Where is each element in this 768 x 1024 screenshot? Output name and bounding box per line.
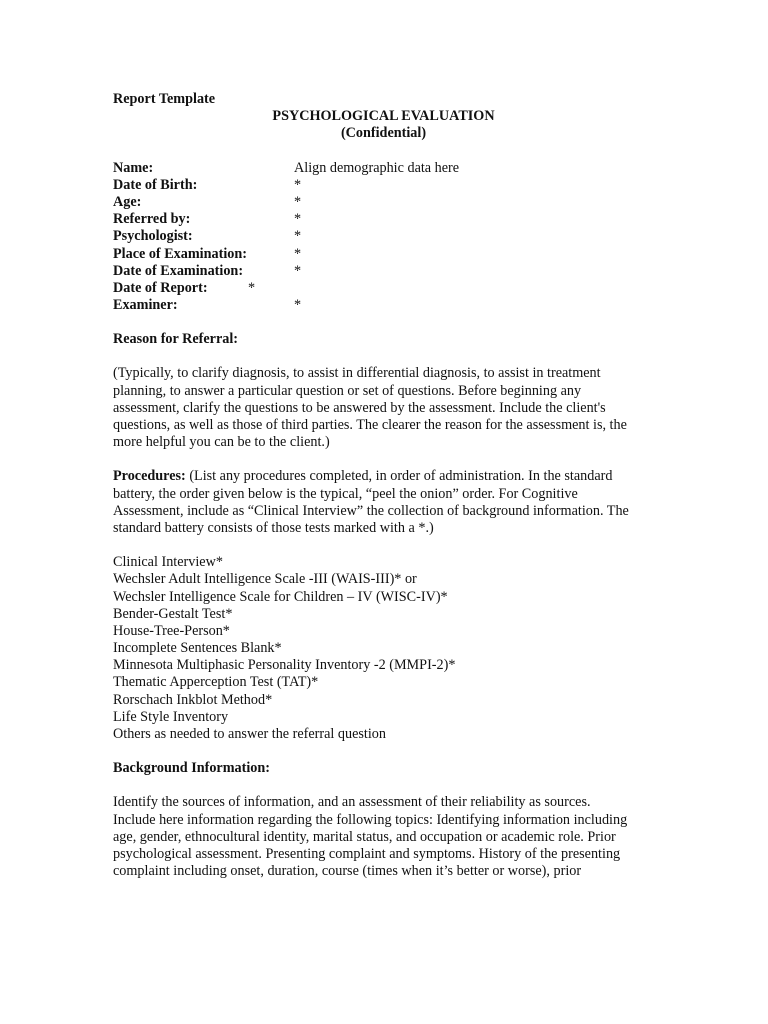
demographic-label: Age: [113, 193, 142, 210]
document-subtitle: (Confidential) [340, 125, 427, 142]
paragraph-line: more helpful you can be to the client.) [113, 434, 330, 451]
demographic-value: * [294, 262, 302, 279]
demographic-value: * [294, 211, 302, 228]
paragraph-line: assessment, clarify the questions to be answered by the assessment. Include the client's [113, 399, 606, 416]
spacer [113, 451, 673, 468]
demographic-value: * [248, 279, 256, 296]
paragraph-line: Include here information regarding the following topics: Identifying information including [113, 811, 628, 828]
procedures-paragraph [113, 468, 673, 537]
list-item: Incomplete Sentences Blank* [113, 640, 282, 657]
demographic-label: Psychologist: [113, 228, 193, 245]
procedures-heading: Procedures: [113, 468, 186, 485]
list-item: Clinical Interview* [113, 554, 223, 571]
document-content [113, 91, 673, 880]
list-item: Life Style Inventory [113, 708, 229, 725]
list-item: Rorschach Inkblot Method* [113, 691, 273, 708]
spacer [113, 743, 673, 760]
paragraph-line: Assessment, include as “Clinical Interview” the collection of background information. The [113, 502, 629, 519]
demographic-label: Referred by: [113, 211, 191, 228]
paragraph-line: planning, to answer a particular question or set of questions. Before beginning any [113, 382, 582, 399]
spacer [113, 348, 673, 365]
demographic-label: Examiner: [113, 297, 178, 314]
paragraph-line: Identify the sources of information, and an assessment of their reliability as sources. [113, 794, 591, 811]
reason-for-referral-heading: Reason for Referral: [113, 331, 239, 348]
demographic-row [113, 211, 673, 228]
paragraph-line: (Typically, to clarify diagnosis, to assist in differential diagnosis, to assist in treatment [113, 365, 601, 382]
demographic-row [113, 280, 673, 297]
list-item: Wechsler Intelligence Scale for Children – IV (WISC-IV)* [113, 588, 448, 605]
demographic-label: Date of Birth: [113, 176, 198, 193]
demographic-value: * [294, 297, 302, 314]
demographic-value: * [294, 193, 302, 210]
demographic-value: * [294, 245, 302, 262]
spacer [113, 537, 673, 554]
list-item: Others as needed to answer the referral question [113, 726, 386, 742]
spacer [113, 777, 673, 794]
procedures-intro: (List any procedures completed, in order of administration. In the standard [185, 468, 613, 485]
paragraph-line: standard battery consists of those tests marked with a *.) [113, 519, 434, 536]
list-item: House-Tree-Person* [113, 622, 230, 639]
list-item: Thematic Apperception Test (TAT)* [113, 674, 319, 691]
demographic-row [113, 297, 673, 314]
demographic-label: Date of Report: [113, 279, 208, 296]
demographic-row [113, 246, 673, 263]
reason-for-referral-paragraph [113, 365, 673, 451]
spacer [113, 143, 673, 160]
procedures-list [113, 554, 673, 743]
list-item: Bender-Gestalt Test* [113, 605, 233, 622]
demographic-row [113, 177, 673, 194]
demographic-label: Place of Examination: [113, 245, 247, 262]
list-item: Minnesota Multiphasic Personality Inventory -2 (MMPI-2)* [113, 657, 456, 674]
demographics-block [113, 160, 673, 315]
demographic-row [113, 194, 673, 211]
demographic-value: Align demographic data here [294, 159, 460, 176]
template-label: Report Template [113, 91, 216, 107]
background-information-paragraph [113, 794, 673, 880]
background-information-heading: Background Information: [113, 760, 271, 777]
paragraph-line: questions, as well as those of third parties. The clearer the reason for the assessment is, the [113, 417, 627, 433]
spacer [113, 314, 673, 331]
demographic-row [113, 263, 673, 280]
demographic-value: * [294, 176, 302, 193]
demographic-label: Name: [113, 159, 154, 176]
document-title: PSYCHOLOGICAL EVALUATION [272, 108, 495, 125]
paragraph-line: psychological assessment. Presenting complaint and symptoms. History of the presenting [113, 845, 621, 862]
paragraph-line [113, 468, 673, 485]
paragraph-line: age, gender, ethnocultural identity, marital status, and occupation or academic role. Prior [113, 828, 616, 845]
demographic-value: * [294, 228, 302, 245]
paragraph-line: complaint including onset, duration, course (times when it’s better or worse), prior [113, 863, 582, 880]
demographic-label: Date of Examination: [113, 262, 244, 279]
list-item: Wechsler Adult Intelligence Scale -III (WAIS-III)* or [113, 571, 417, 588]
demographic-row [113, 228, 673, 245]
paragraph-line: battery, the order given below is the typical, “peel the onion” order. For Cognitive [113, 485, 578, 502]
demographic-row [113, 160, 673, 177]
